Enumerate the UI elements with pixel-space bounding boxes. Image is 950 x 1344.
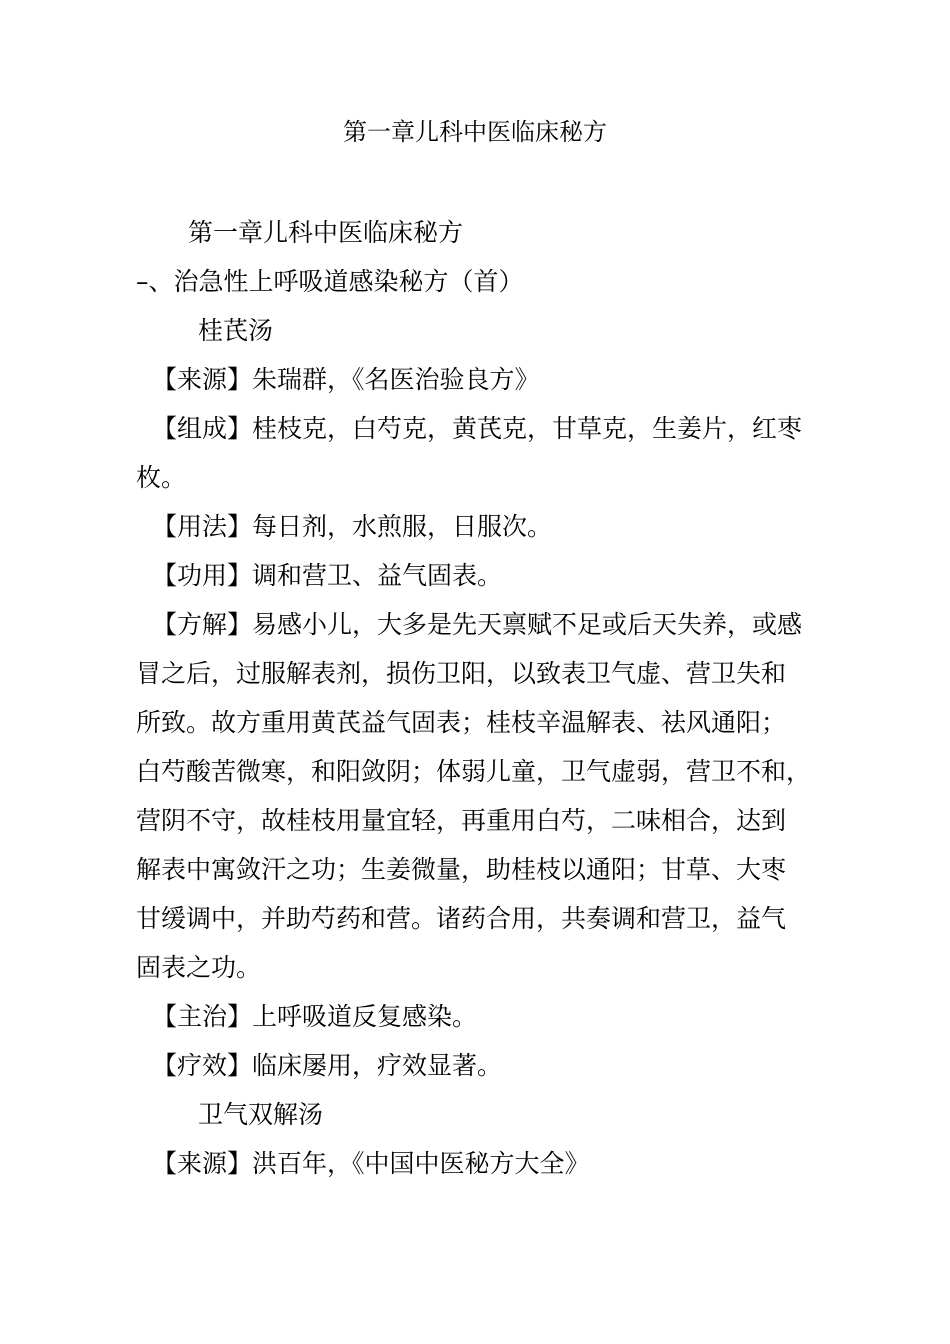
- recipe-source: 【来源】朱瑞群，《名医治验良方》: [152, 365, 540, 394]
- recipe-name: 卫气双解汤: [198, 1100, 324, 1129]
- recipe-composition: 【组成】桂枝克，白芍克，黄芪克，甘草克，生姜片，红枣: [152, 414, 803, 443]
- chapter-heading: 第一章儿科中医临床秘方: [188, 218, 464, 247]
- recipe-indication: 【主治】上呼吸道反复感染。: [152, 1002, 478, 1031]
- recipe-explanation-line: 所致。故方重用黄芪益气固表；桂枝辛温解表、祛风通阳；: [136, 708, 787, 737]
- recipe-explanation-line: 解表中寓敛汗之功；生姜微量，助桂枝以通阳；甘草、大枣: [136, 855, 787, 884]
- recipe-explanation-line: 白芍酸苦微寒，和阳敛阴；体弱儿童，卫气虚弱，营卫不和，: [136, 757, 812, 786]
- recipe-source: 【来源】洪百年，《中国中医秘方大全》: [152, 1149, 590, 1178]
- section-heading: –、治急性上呼吸道感染秘方（首）: [136, 267, 524, 296]
- recipe-explanation: 【方解】易感小儿，大多是先天禀赋不足或后天失养，或感: [152, 610, 803, 639]
- recipe-explanation-line: 固表之功。: [136, 953, 262, 982]
- recipe-efficacy: 【疗效】临床屡用，疗效显著。: [152, 1051, 503, 1080]
- recipe-usage: 【用法】每日剂，水煎服，日服次。: [152, 512, 553, 541]
- document-title: 第一章儿科中医临床秘方: [343, 118, 607, 146]
- recipe-function: 【功用】调和营卫、益气固表。: [152, 561, 503, 590]
- recipe-composition-continued: 枚。: [136, 463, 187, 492]
- recipe-explanation-line: 甘缓调中，并助芍药和营。诸药合用，共奏调和营卫，益气: [136, 904, 787, 933]
- recipe-explanation-line: 冒之后，过服解表剂，损伤卫阳，以致表卫气虚、营卫失和: [136, 659, 787, 688]
- document-body: [136, 208, 826, 1188]
- recipe-name: 桂芪汤: [198, 316, 274, 345]
- recipe-explanation-line: 营阴不守，故桂枝用量宜轻，再重用白芍，二味相合，达到: [136, 806, 787, 835]
